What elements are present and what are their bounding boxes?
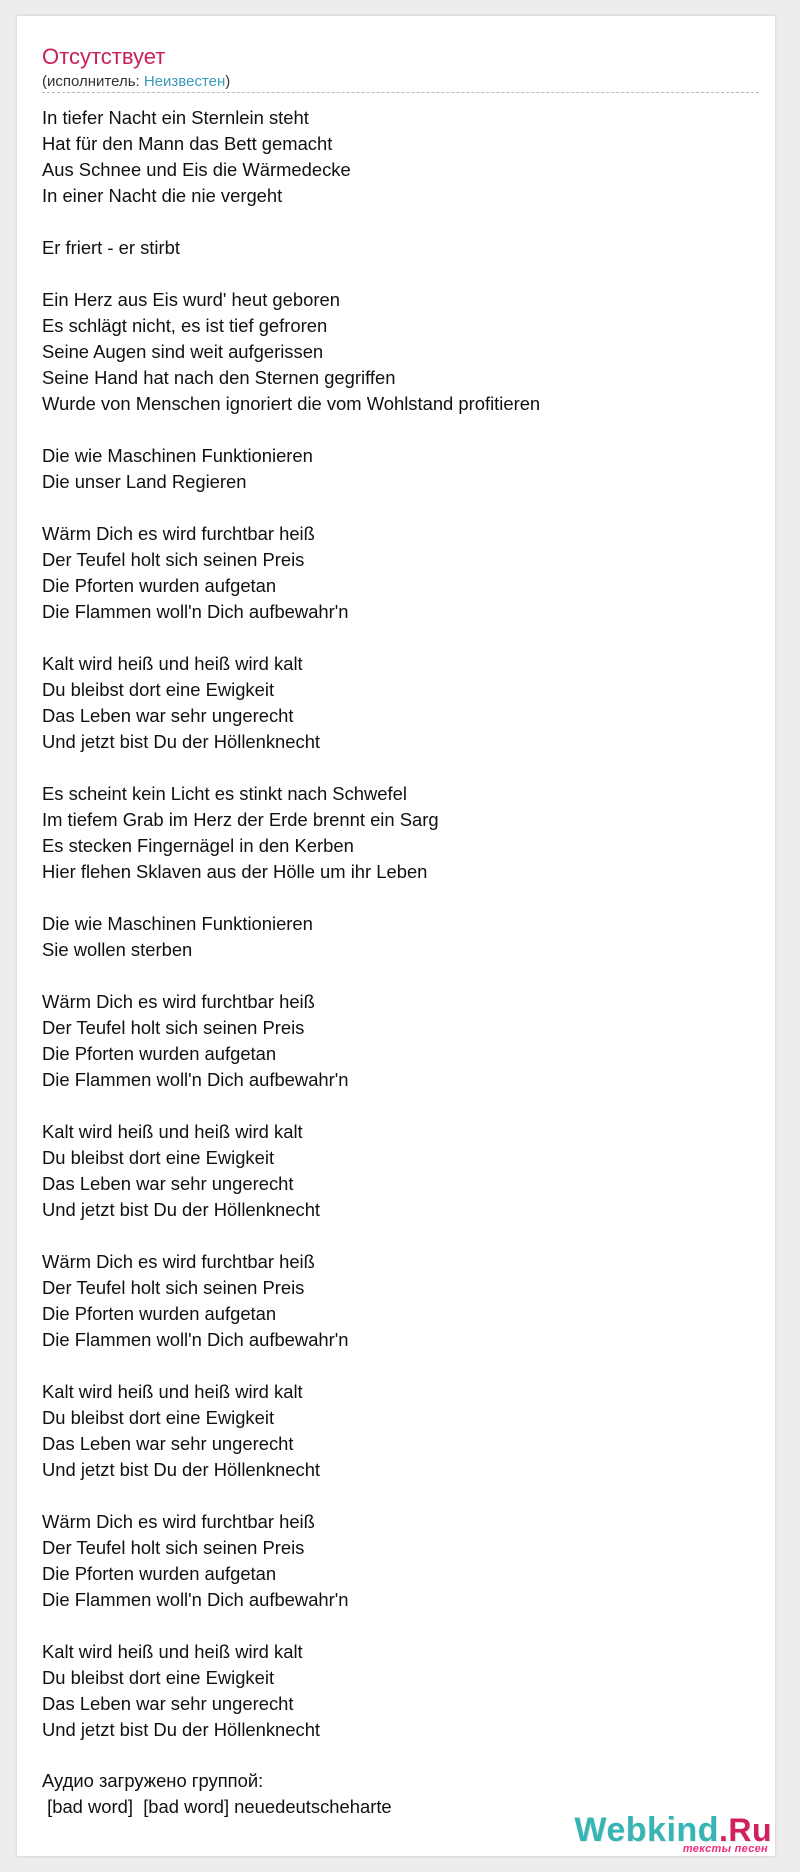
lyric-line: Der Teufel holt sich seinen Preis <box>42 549 305 570</box>
lyric-stanza <box>42 1249 742 1353</box>
lyric-line: Du bleibst dort eine Ewigkeit <box>42 679 275 700</box>
lyric-stanza <box>42 911 742 963</box>
lyric-stanza <box>42 521 742 625</box>
uploaded-by-value: [bad word] [bad word] neuedeutscheharte <box>42 1796 392 1817</box>
lyric-line: Es scheint kein Licht es stinkt nach Schwefel <box>42 783 407 804</box>
lyric-line: Seine Augen sind weit aufgerissen <box>42 341 324 362</box>
artist-suffix: ) <box>225 73 231 90</box>
lyric-line: Wärm Dich es wird furchtbar heiß <box>42 523 315 544</box>
lyric-line: Wärm Dich es wird furchtbar heiß <box>42 991 315 1012</box>
uploaded-by-label: Аудио загружено группой: <box>42 1770 264 1791</box>
lyric-stanza <box>42 989 742 1093</box>
lyric-line: Wärm Dich es wird furchtbar heiß <box>42 1511 315 1532</box>
lyric-line: In einer Nacht die nie vergeht <box>42 185 283 206</box>
lyric-line: Die wie Maschinen Funktionieren <box>42 913 313 934</box>
logo-tagline: тексты песен <box>682 1843 768 1855</box>
artist-line <box>42 73 230 91</box>
lyric-line: Die Pforten wurden aufgetan <box>42 1303 277 1324</box>
lyric-line: Die unser Land Regieren <box>42 471 247 492</box>
lyric-stanza <box>42 235 742 261</box>
lyric-line: Es stecken Fingernägel in den Kerben <box>42 835 354 856</box>
lyric-line: Die Pforten wurden aufgetan <box>42 1563 277 1584</box>
lyric-line: Und jetzt bist Du der Höllenknecht <box>42 1459 321 1480</box>
lyric-line: Hat für den Mann das Bett gemacht <box>42 133 333 154</box>
lyric-line: Der Teufel holt sich seinen Preis <box>42 1277 305 1298</box>
lyric-stanza <box>42 443 742 495</box>
lyric-line: Das Leben war sehr ungerecht <box>42 1693 294 1714</box>
lyrics-body <box>42 105 742 1769</box>
lyric-line: Und jetzt bist Du der Höllenknecht <box>42 1719 321 1740</box>
lyric-line: Es schlägt nicht, es ist tief gefroren <box>42 315 328 336</box>
song-title: Отсутствует <box>42 44 166 69</box>
lyric-line: Der Teufel holt sich seinen Preis <box>42 1537 305 1558</box>
lyric-line: Hier flehen Sklaven aus der Hölle um ihr Leben <box>42 861 428 882</box>
lyric-stanza <box>42 287 742 417</box>
lyric-line: Seine Hand hat nach den Sternen gegriffen <box>42 367 396 388</box>
lyric-line: Die Flammen woll'n Dich aufbewahr'n <box>42 601 349 622</box>
lyric-stanza <box>42 781 742 885</box>
lyric-line: Die Flammen woll'n Dich aufbewahr'n <box>42 1589 349 1610</box>
artist-prefix: (исполнитель: <box>42 73 144 90</box>
lyric-line: Im tiefem Grab im Herz der Erde brennt ein Sarg <box>42 809 439 830</box>
lyric-stanza <box>42 651 742 755</box>
lyric-line: Die Flammen woll'n Dich aufbewahr'n <box>42 1329 349 1350</box>
lyric-line: Du bleibst dort eine Ewigkeit <box>42 1407 275 1428</box>
lyric-stanza <box>42 1379 742 1483</box>
header-divider <box>42 92 759 93</box>
lyric-line: Sie wollen sterben <box>42 939 193 960</box>
upload-info <box>42 1768 392 1820</box>
lyric-line: Kalt wird heiß und heiß wird kalt <box>42 1381 303 1402</box>
logo-wordmark <box>574 1813 772 1847</box>
lyric-line: Wurde von Menschen ignoriert die vom Wohlstand profitieren <box>42 393 541 414</box>
lyric-line: Das Leben war sehr ungerecht <box>42 705 294 726</box>
lyric-line: Aus Schnee und Eis die Wärmedecke <box>42 159 351 180</box>
lyric-line: Kalt wird heiß und heiß wird kalt <box>42 1641 303 1662</box>
lyric-line: Das Leben war sehr ungerecht <box>42 1433 294 1454</box>
lyric-line: Und jetzt bist Du der Höllenknecht <box>42 1199 321 1220</box>
lyric-line: Wärm Dich es wird furchtbar heiß <box>42 1251 315 1272</box>
lyric-line: Das Leben war sehr ungerecht <box>42 1173 294 1194</box>
lyric-line: Der Teufel holt sich seinen Preis <box>42 1017 305 1038</box>
lyric-stanza <box>42 1119 742 1223</box>
lyric-line: Die Pforten wurden aufgetan <box>42 575 277 596</box>
lyric-line: Kalt wird heiß und heiß wird kalt <box>42 653 303 674</box>
logo-tld: .Ru <box>718 1812 772 1848</box>
lyric-stanza <box>42 105 742 209</box>
lyric-line: Die Flammen woll'n Dich aufbewahr'n <box>42 1069 349 1090</box>
lyric-line: Er friert - er stirbt <box>42 237 180 258</box>
lyric-line: In tiefer Nacht ein Sternlein steht <box>42 107 309 128</box>
logo-name: Webkind <box>574 1811 719 1849</box>
lyric-line: Du bleibst dort eine Ewigkeit <box>42 1147 275 1168</box>
lyric-line: Du bleibst dort eine Ewigkeit <box>42 1667 275 1688</box>
lyric-stanza <box>42 1639 742 1743</box>
artist-link[interactable]: Неизвестен <box>143 73 226 90</box>
lyric-line: Und jetzt bist Du der Höllenknecht <box>42 731 321 752</box>
webkind-logo[interactable] <box>574 1811 772 1855</box>
lyric-line: Die wie Maschinen Funktionieren <box>42 445 313 466</box>
lyric-stanza <box>42 1509 742 1613</box>
lyric-line: Die Pforten wurden aufgetan <box>42 1043 277 1064</box>
lyric-line: Ein Herz aus Eis wurd' heut geboren <box>42 289 340 310</box>
lyric-line: Kalt wird heiß und heiß wird kalt <box>42 1121 303 1142</box>
